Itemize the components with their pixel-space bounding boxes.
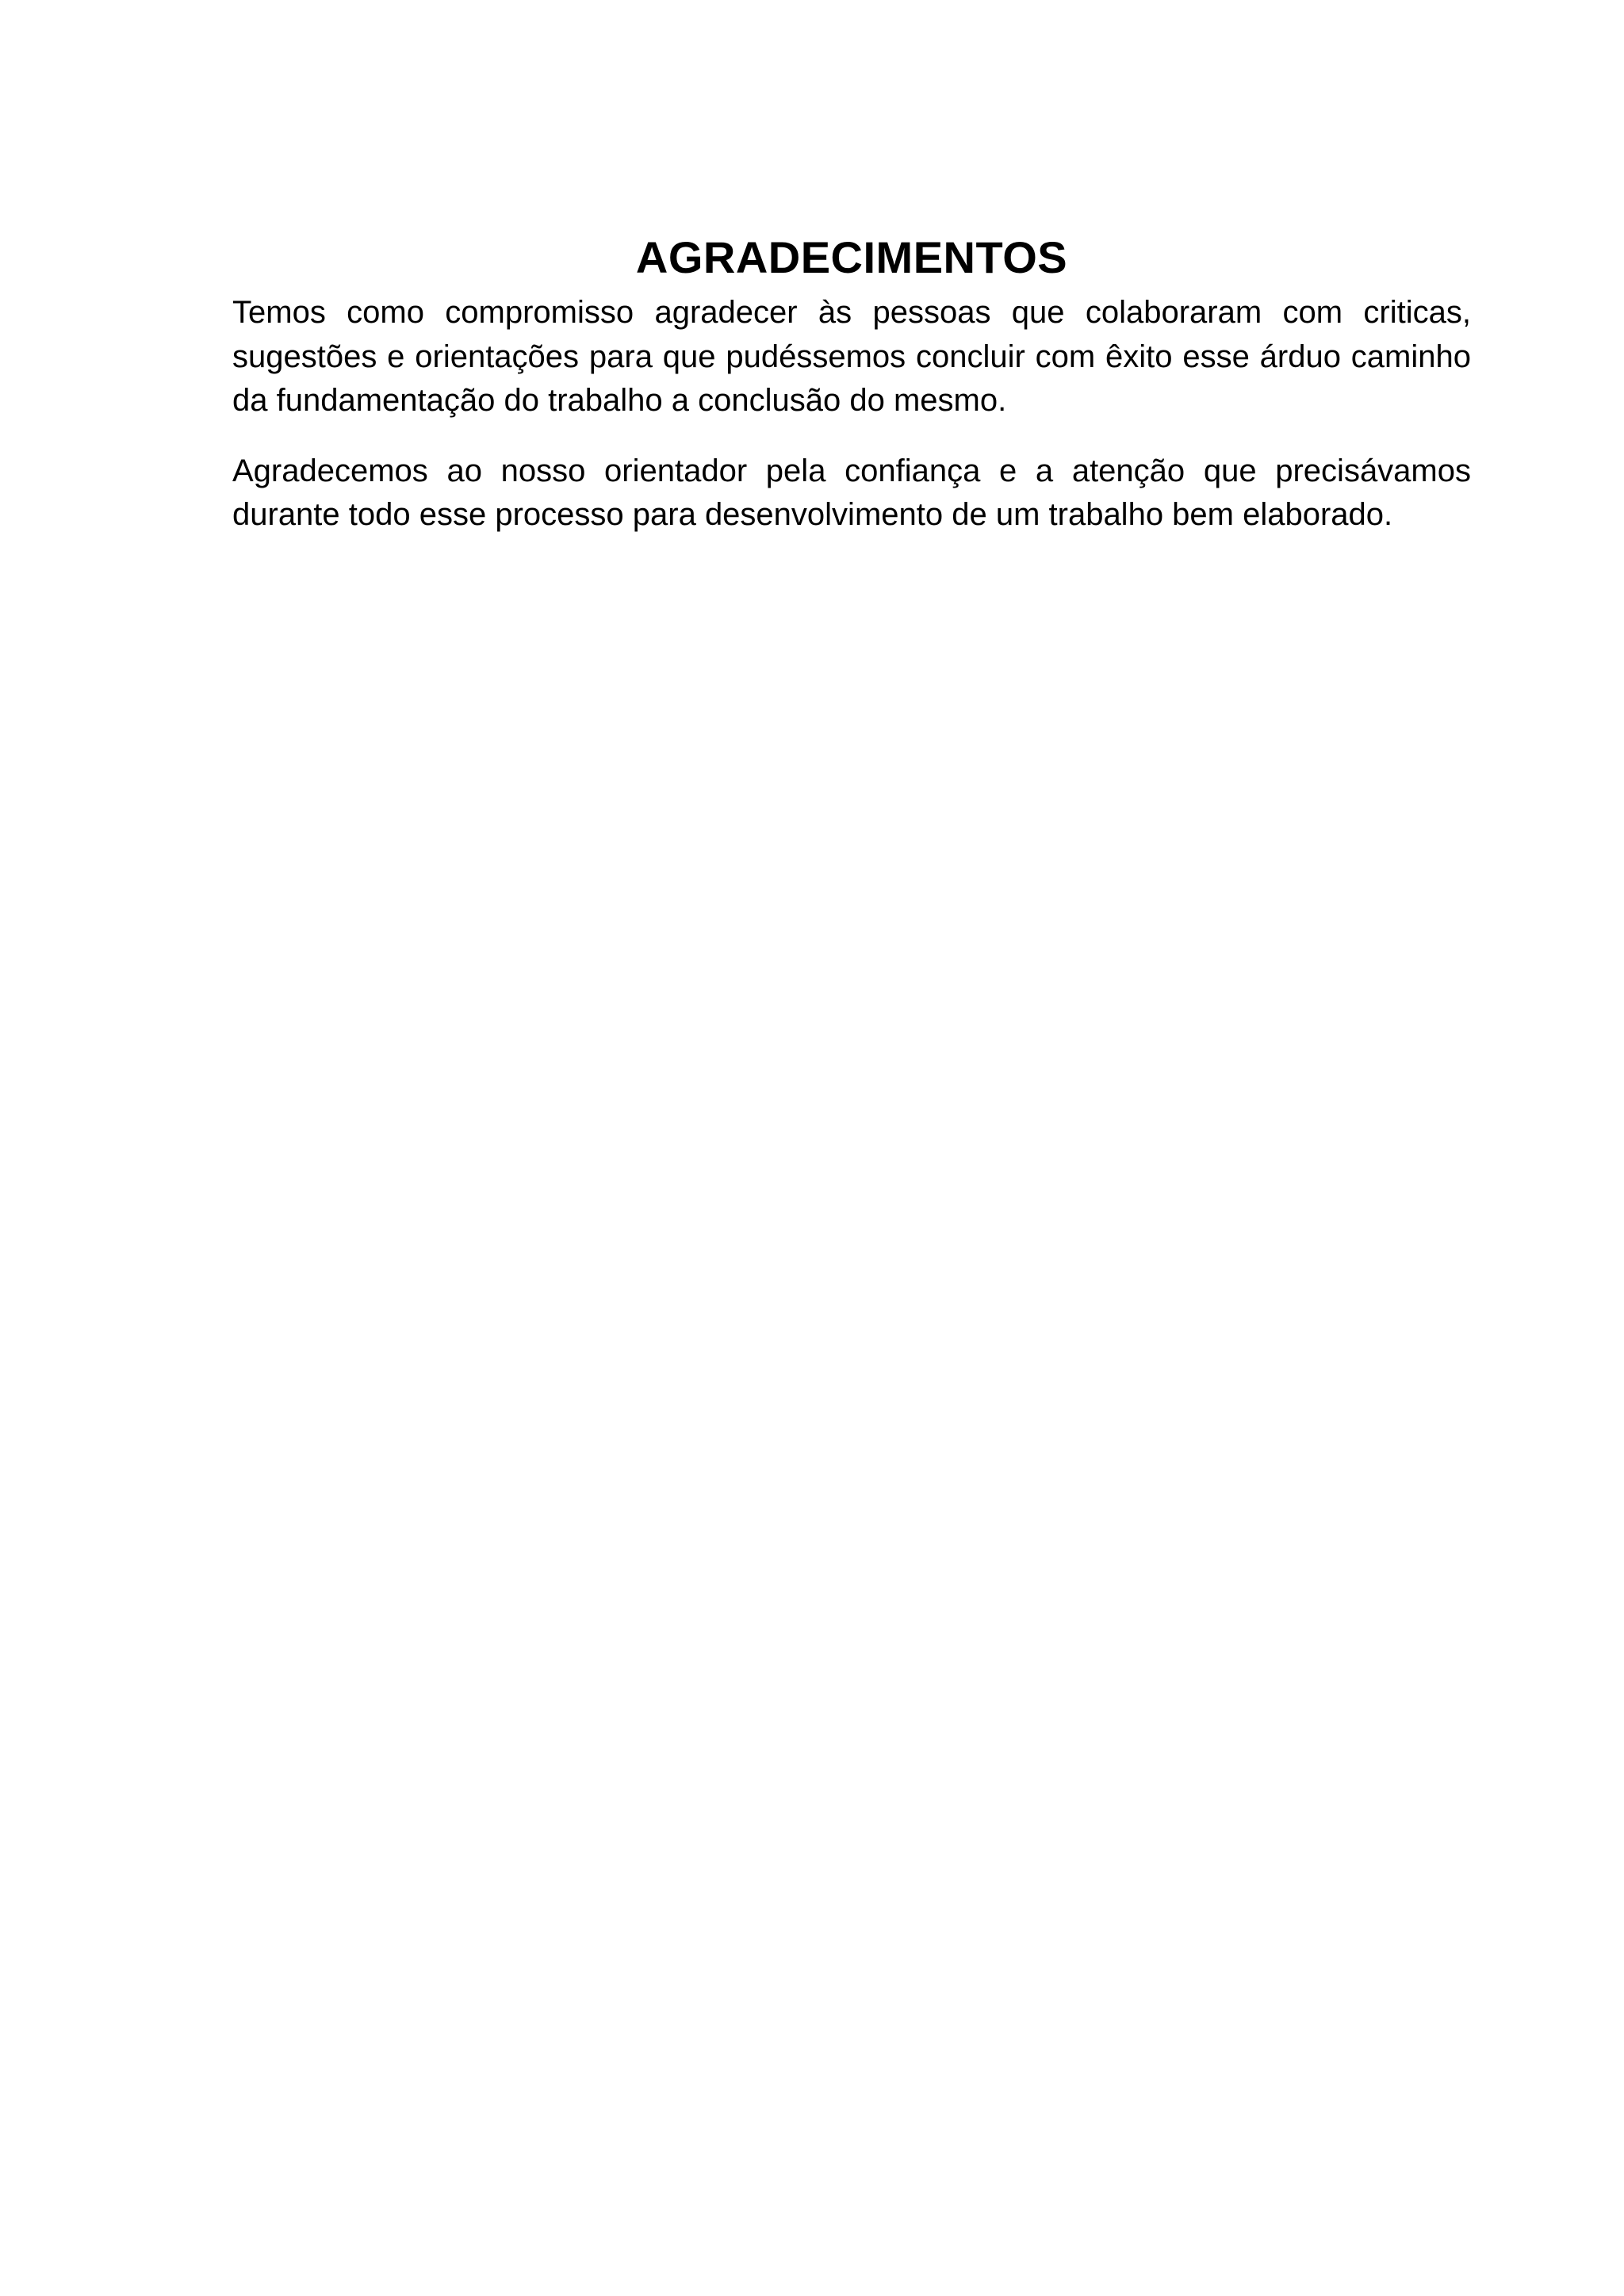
paragraph-2: Agradecemos ao nosso orientador pela confiança e a atenção que precisávamos durante todo esse processo para desenvolvimento de um trabalho bem elaborado. — [232, 453, 1471, 532]
page-content — [232, 224, 1471, 538]
page-title: AGRADECIMENTOS — [635, 232, 1068, 282]
paragraph-1: Temos como compromisso agradecer às pessoas que colaboraram com criticas, sugestões e orientações para que pudéssemos concluir com êxito esse árduo caminho da fundamentação do trabalho a conclusão do mesmo. — [232, 295, 1471, 418]
